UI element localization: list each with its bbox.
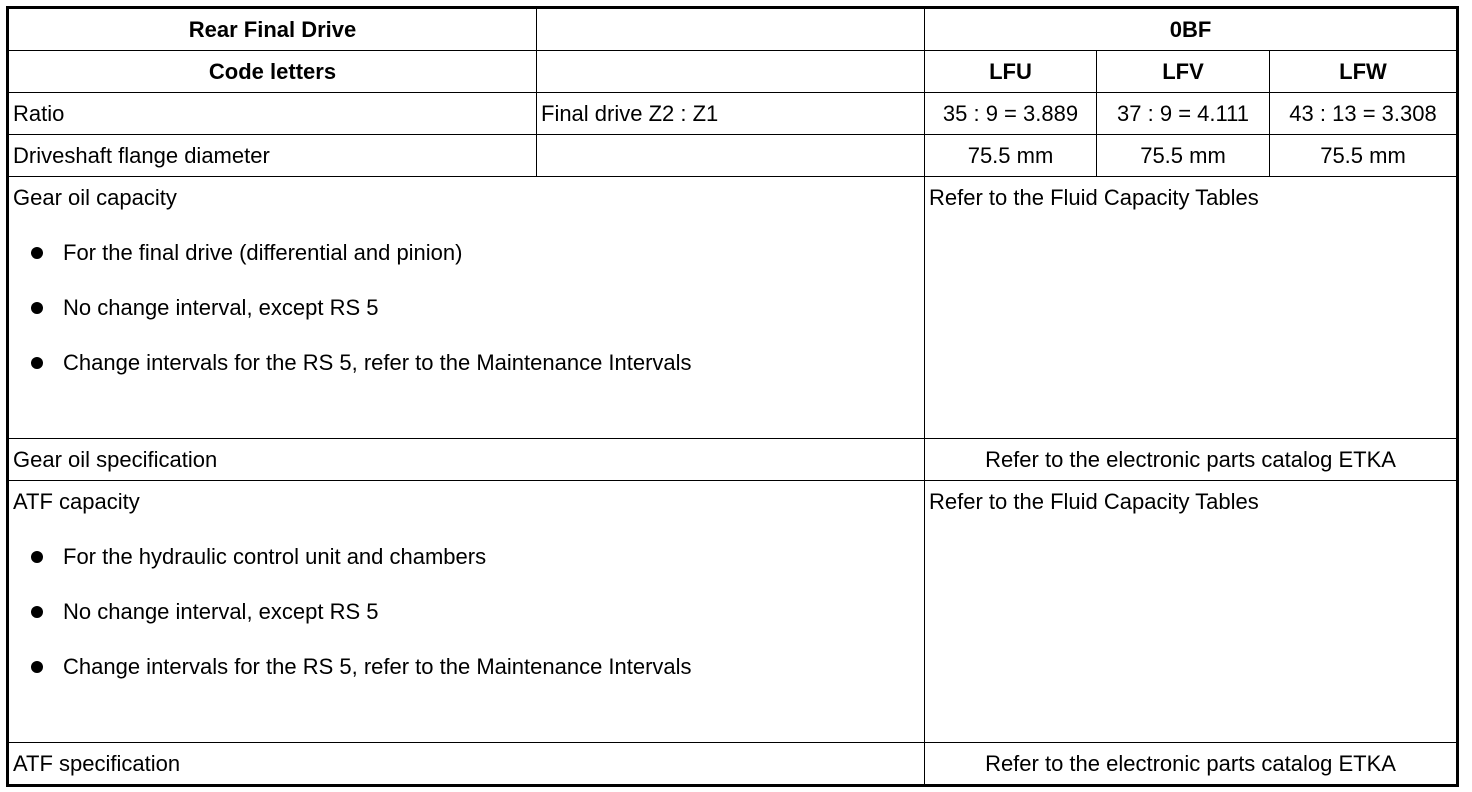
atf-capacity-cell xyxy=(8,481,925,743)
atf-spec-row xyxy=(8,743,1458,786)
bullet-icon xyxy=(31,357,43,369)
bullet-icon xyxy=(31,247,43,259)
flange-value: 75.5 mm xyxy=(1270,135,1458,177)
list-item xyxy=(13,240,920,266)
gear-oil-capacity-label: Gear oil capacity xyxy=(13,185,177,210)
gear-oil-capacity-value xyxy=(925,177,1458,439)
ratio-value: 37 : 9 = 4.111 xyxy=(1097,93,1270,135)
atf-capacity-list xyxy=(13,544,920,680)
bullet-text: No change interval, except RS 5 xyxy=(63,295,379,320)
bullet-text: Change intervals for the RS 5, refer to the Maintenance Intervals xyxy=(63,350,692,375)
header-row xyxy=(8,8,1458,51)
atf-capacity-reference: Refer to the Fluid Capacity Tables xyxy=(929,489,1259,514)
bullet-text: For the hydraulic control unit and chambers xyxy=(63,544,487,569)
bullet-text: No change interval, except RS 5 xyxy=(63,599,379,624)
flange-row xyxy=(8,135,1458,177)
code-letter-cell: LFU xyxy=(925,51,1097,93)
header-empty-cell xyxy=(537,8,925,51)
gear-oil-spec-row xyxy=(8,439,1458,481)
atf-capacity-value xyxy=(925,481,1458,743)
list-item xyxy=(13,654,920,680)
gear-oil-capacity-list xyxy=(13,240,920,376)
bullet-text: For the final drive (differential and pinion) xyxy=(63,240,463,265)
list-item xyxy=(13,544,920,570)
atf-capacity-label: ATF capacity xyxy=(13,489,140,514)
atf-spec-label: ATF specification xyxy=(8,743,925,786)
gear-oil-capacity-reference: Refer to the Fluid Capacity Tables xyxy=(929,185,1259,210)
atf-capacity-row xyxy=(8,481,1458,743)
ratio-row xyxy=(8,93,1458,135)
gear-oil-spec-label: Gear oil specification xyxy=(8,439,925,481)
bullet-icon xyxy=(31,661,43,673)
bullet-icon xyxy=(31,551,43,563)
ratio-sublabel: Final drive Z2 : Z1 xyxy=(537,93,925,135)
bullet-icon xyxy=(31,302,43,314)
gear-oil-spec-value: Refer to the electronic parts catalog ETKA xyxy=(925,439,1458,481)
list-item xyxy=(13,350,920,376)
list-item xyxy=(13,295,920,321)
header-title: Rear Final Drive xyxy=(8,8,537,51)
ratio-label: Ratio xyxy=(8,93,537,135)
rear-final-drive-table xyxy=(6,6,1459,787)
flange-value: 75.5 mm xyxy=(925,135,1097,177)
flange-label: Driveshaft flange diameter xyxy=(8,135,537,177)
ratio-value: 35 : 9 = 3.889 xyxy=(925,93,1097,135)
bullet-icon xyxy=(31,606,43,618)
atf-spec-value: Refer to the electronic parts catalog ETKA xyxy=(925,743,1458,786)
list-item xyxy=(13,599,920,625)
bullet-text: Change intervals for the RS 5, refer to the Maintenance Intervals xyxy=(63,654,692,679)
code-letter-cell: LFV xyxy=(1097,51,1270,93)
ratio-value: 43 : 13 = 3.308 xyxy=(1270,93,1458,135)
code-letters-empty-cell xyxy=(537,51,925,93)
code-letters-label: Code letters xyxy=(8,51,537,93)
flange-empty-cell xyxy=(537,135,925,177)
flange-value: 75.5 mm xyxy=(1097,135,1270,177)
gear-oil-capacity-row xyxy=(8,177,1458,439)
code-letters-row xyxy=(8,51,1458,93)
transmission-code: 0BF xyxy=(925,8,1458,51)
code-letter-cell: LFW xyxy=(1270,51,1458,93)
gear-oil-capacity-cell xyxy=(8,177,925,439)
